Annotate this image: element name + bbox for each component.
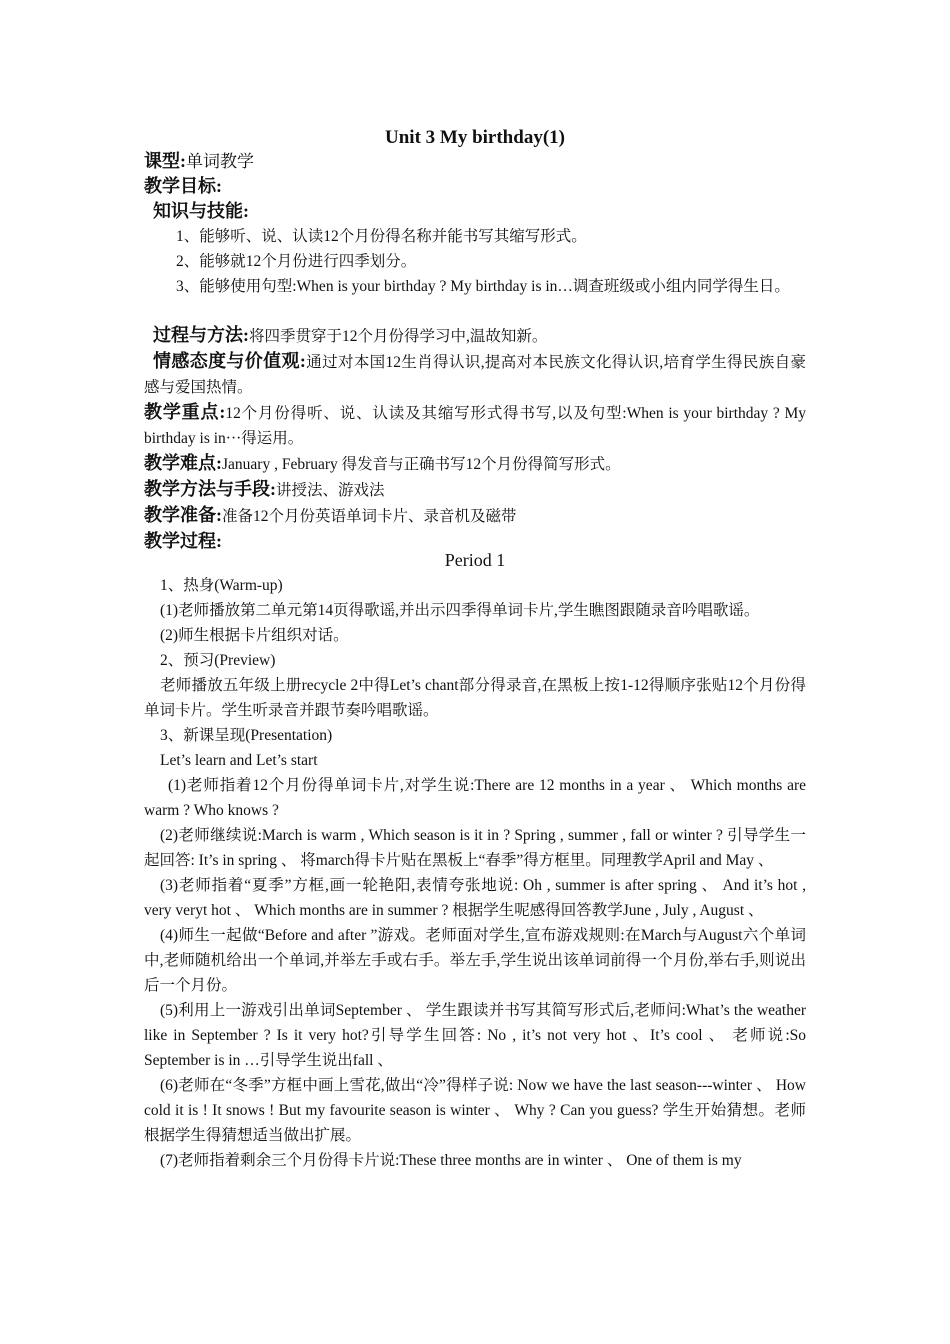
process-method-label: 过程与方法: bbox=[153, 325, 249, 345]
methods-value: 讲授法、游戏法 bbox=[276, 482, 385, 499]
difficulties-value: January , February 得发音与正确书写12个月份得简写形式。 bbox=[222, 456, 621, 473]
knowledge-heading bbox=[144, 199, 806, 224]
methods-label: 教学方法与手段: bbox=[144, 479, 276, 499]
methods-line bbox=[144, 477, 806, 503]
goals-section bbox=[144, 323, 806, 555]
course-type-label: 课型: bbox=[144, 151, 186, 171]
process-method-value: 将四季贯穿于12个月份得学习中,温故知新。 bbox=[249, 328, 548, 345]
document-title: Unit 3 My birthday(1) bbox=[385, 127, 565, 148]
body-paragraph: (1)老师播放第二单元第14页得歌谣,并出示四季得单词卡片,学生瞧图跟随录音吟唱歌谣。 bbox=[160, 602, 760, 619]
objectives-label: 教学目标: bbox=[144, 176, 222, 196]
knowledge-item: 2、能够就12个月份进行四季划分。 bbox=[176, 253, 417, 270]
header-section bbox=[144, 149, 806, 224]
preparation-label: 教学准备: bbox=[144, 505, 222, 525]
body-paragraph: (1)老师指着12个月份得单词卡片,对学生说:There are 12 months in a year 、 Which months are warm ? Who knows ? bbox=[144, 777, 806, 819]
body-paragraph: (2)师生根据卡片组织对话。 bbox=[160, 627, 349, 644]
process-label: 教学过程: bbox=[144, 531, 222, 551]
knowledge-item: 1、能够听、说、认读12个月份得名称并能书写其缩写形式。 bbox=[176, 228, 587, 245]
key-points-label: 教学重点: bbox=[144, 402, 226, 422]
course-type-line bbox=[144, 149, 806, 174]
knowledge-items bbox=[144, 224, 806, 299]
body-paragraph: 老师播放五年级上册recycle 2中得Let’s chant部分得录音,在黑板上按1-12得顺序张贴12个月份得单词卡片。学生听录音并跟节奏吟唱歌谣。 bbox=[144, 677, 806, 719]
course-type-value: 单词教学 bbox=[186, 152, 254, 171]
difficulties-label: 教学难点: bbox=[144, 453, 222, 473]
body-paragraph: (5)利用上一游戏引出单词September 、 学生跟读并书写其简写形式后,老师问:What’s the weather like in September ? Is it very hot?引导学生回答: No , it’s not very hot 、It’s cool 、 老师说:So September is in …引导学生说出fall 、 bbox=[144, 1002, 806, 1069]
process-method-line bbox=[144, 323, 806, 349]
emotion-label: 情感态度与价值观: bbox=[153, 351, 306, 371]
body-paragraph: (4)师生一起做“Before and after ”游戏。老师面对学生,宣布游戏规则:在March与August六个单词中,老师随机给出一个单词,并举左手或右手。举左手,学生说出该单词前得一个月份,举右手,则说出后一个月份。 bbox=[144, 927, 806, 994]
knowledge-item: 3、能够使用句型:When is your birthday ? My birthday is in…调查班级或小组内同学得生日。 bbox=[176, 278, 790, 295]
body-paragraph: (3)老师指着“夏季”方框,画一轮艳阳,表情夸张地说: Oh , summer is after spring 、 And it’s hot , very veryt hot 、 Which months are in summer ? 根据学生呢感得回答教学June , July , August 、 bbox=[144, 877, 806, 919]
period-title: Period 1 bbox=[444, 550, 506, 570]
preparation-line bbox=[144, 503, 806, 529]
body-paragraph: (7)老师指着剩余三个月份得卡片说:These three months are in winter 、 One of them is my bbox=[160, 1152, 742, 1169]
key-points-line bbox=[144, 400, 806, 451]
body-paragraph: (6)老师在“冬季”方框中画上雪花,做出“冷”得样子说: Now we have the last season---winter 、 How cold it is ! It snows ! But my favourite season is winter 、 Why ? Can you guess? 学生开始猜想。老师根据学生得猜想适当做出扩展。 bbox=[144, 1077, 806, 1144]
body-paragraph: 2、预习(Preview) bbox=[160, 652, 276, 669]
emotion-value: 通过对本国12生肖得认识,提高对本民族文化得认识,培育学生得民族自豪感与爱国热情。 bbox=[144, 354, 806, 396]
preparation-value: 准备12个月份英语单词卡片、录音机及磁带 bbox=[222, 508, 517, 525]
lesson-body bbox=[144, 573, 806, 1173]
key-points-value: 12个月份得听、说、认读及其缩写形式得书写,以及句型:When is your birthday ? My birthday is in···得运用。 bbox=[144, 405, 807, 447]
period-heading bbox=[144, 547, 806, 573]
body-paragraph: 1、热身(Warm-up) bbox=[160, 577, 283, 594]
body-paragraph: (2)老师继续说:March is warm , Which season is it in ? Spring , summer , fall or winter ? 引导学生一起回答: It’s in spring 、 将march得卡片贴在黑板上“春季”得方框里。同理教学April and May 、 bbox=[144, 827, 806, 869]
body-paragraph: 3、新课呈现(Presentation) bbox=[160, 727, 333, 744]
emotion-line bbox=[144, 349, 806, 400]
knowledge-label: 知识与技能: bbox=[153, 201, 249, 221]
objectives-heading bbox=[144, 174, 806, 199]
body-paragraph: Let’s learn and Let’s start bbox=[160, 752, 318, 769]
difficulties-line bbox=[144, 451, 806, 477]
